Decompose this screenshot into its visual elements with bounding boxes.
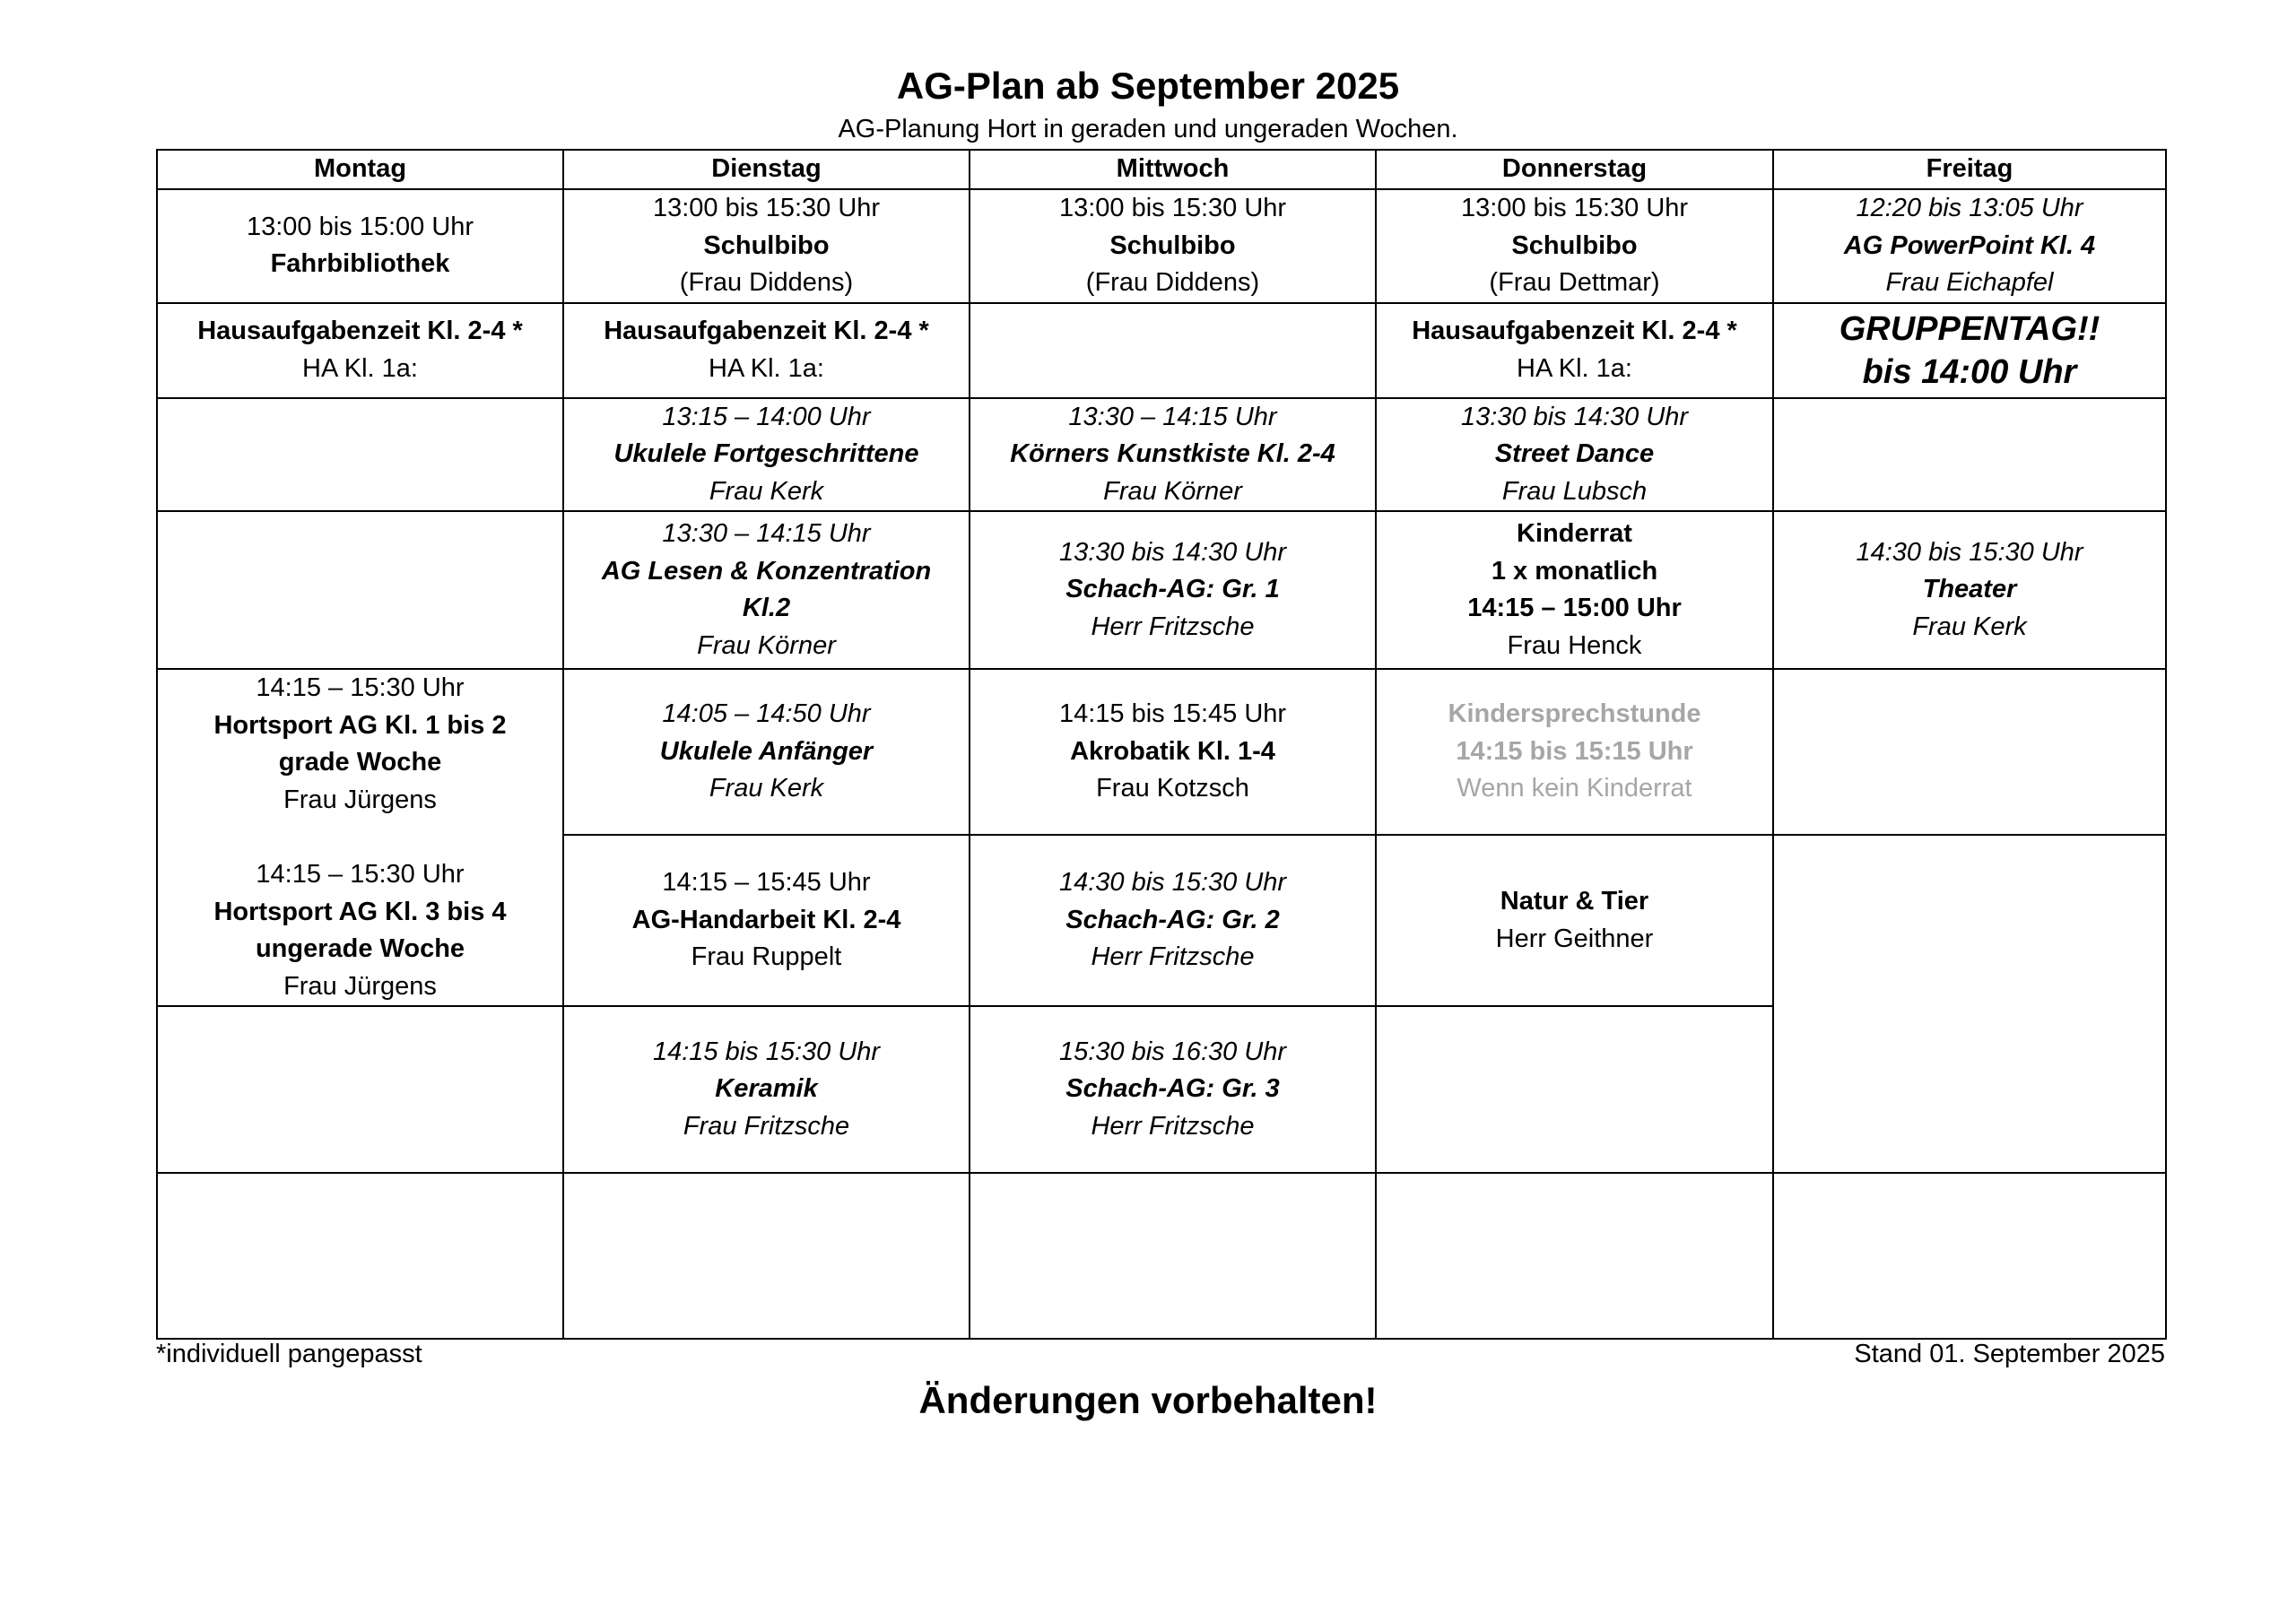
cell-thursday-kindersprechstunde — [1376, 669, 1773, 835]
cell-time: 13:00 bis 15:30 Uhr — [1058, 194, 1287, 222]
cell-activity: Fahrbibliothek — [270, 249, 450, 279]
cell-teacher: Frau Kotzsch — [1096, 774, 1249, 803]
cell-thursday-street-dance — [1376, 398, 1773, 512]
cell-time: 13:00 bis 15:30 Uhr — [1460, 194, 1689, 222]
cell-teacher: Frau Körner — [697, 630, 836, 660]
cell-thursday-empty — [1376, 1006, 1773, 1173]
header-row — [157, 150, 2166, 189]
page-subtitle: AG-Planung Hort in geraden und ungeraden Wochen. — [838, 115, 1458, 143]
cell-thursday-schulbibo — [1376, 189, 1773, 303]
cell-teacher: Frau Körner — [1103, 476, 1242, 506]
cell-teacher: Frau Lubsch — [1501, 476, 1648, 506]
schedule-table — [156, 149, 2167, 1340]
cell-tuesday-ukulele-anfaenger — [563, 669, 970, 835]
day-header-tuesday: Dienstag — [563, 150, 970, 189]
cell-time: 14:15 – 15:30 Uhr — [256, 860, 465, 889]
cell-time: 14:30 bis 15:30 Uhr — [1058, 868, 1287, 898]
cell-activity: Theater — [1922, 575, 2017, 604]
cell-activity: GRUPPENTAG!! — [1839, 309, 2100, 348]
cell-activity: Hausaufgabenzeit Kl. 2-4 * — [197, 317, 523, 345]
cell-activity: Ukulele Anfänger — [659, 736, 874, 766]
cell-time: 14:05 – 14:50 Uhr — [662, 699, 871, 729]
cell-thursday-hausaufgaben — [1376, 303, 1773, 398]
day-header-thursday: Donnerstag — [1376, 150, 1773, 189]
cell-tuesday-schulbibo — [563, 189, 970, 303]
cell-activity: AG Lesen & Konzentration — [601, 556, 932, 586]
cell-week: grade Woche — [278, 748, 442, 777]
table-row — [157, 669, 2166, 835]
cell-monday-fahrbibliothek — [157, 189, 563, 303]
cell-wednesday-empty — [970, 1173, 1376, 1339]
cell-wednesday-empty — [970, 303, 1376, 398]
cell-friday-empty — [1773, 398, 2166, 512]
cell-thursday-natur-tier — [1376, 835, 1773, 1006]
cell-friday-theater — [1773, 511, 2166, 669]
cell-teacher: Frau Kerk — [709, 476, 824, 506]
table-row — [157, 511, 2166, 669]
cell-monday-empty — [157, 1173, 563, 1339]
cell-spacer — [163, 819, 557, 856]
cell-activity: Körners Kunstkiste Kl. 2-4 — [1010, 439, 1335, 468]
cell-activity: Schach-AG: Gr. 2 — [1065, 905, 1280, 934]
changes-notice: Änderungen vorbehalten! — [918, 1379, 1378, 1421]
cell-note: HA Kl. 1a: — [709, 353, 824, 383]
cell-teacher: Frau Jürgens — [283, 785, 437, 814]
cell-time: 15:30 bis 16:30 Uhr — [1058, 1037, 1287, 1066]
day-header-friday: Freitag — [1773, 150, 2166, 189]
cell-wednesday-schach-1 — [970, 511, 1376, 669]
cell-wednesday-schulbibo — [970, 189, 1376, 303]
day-header-wednesday: Mittwoch — [970, 150, 1376, 189]
cell-teacher: Frau Jürgens — [283, 971, 437, 1001]
cell-friday-empty — [1773, 669, 2166, 835]
cell-time: 13:30 – 14:15 Uhr — [662, 519, 871, 548]
cell-friday-empty — [1773, 1173, 2166, 1339]
cell-teacher: Herr Fritzsche — [1091, 942, 1255, 972]
stand-date: Stand 01. September 2025 — [1854, 1340, 2165, 1368]
cell-activity: Ukulele Fortgeschrittene — [613, 439, 919, 468]
cell-note: HA Kl. 1a: — [1517, 353, 1632, 383]
table-row — [157, 189, 2166, 303]
cell-tuesday-hausaufgaben — [563, 303, 970, 398]
cell-teacher: Frau Henck — [1507, 630, 1642, 660]
cell-activity: AG PowerPoint Kl. 4 — [1843, 230, 2096, 260]
cell-friday-gruppentag — [1773, 303, 2166, 398]
cell-teacher: Frau Eichapfel — [1885, 268, 2054, 297]
cell-time: 14:30 bis 15:30 Uhr — [1856, 537, 2083, 567]
cell-activity: Hausaufgabenzeit Kl. 2-4 * — [604, 317, 929, 345]
cell-activity: Hortsport AG Kl. 1 bis 2 — [213, 710, 507, 740]
cell-thursday-empty — [1376, 1173, 1773, 1339]
page-title: AG-Plan ab September 2025 — [896, 65, 1400, 107]
cell-time: 14:15 – 15:45 Uhr — [662, 868, 871, 898]
cell-time: 14:15 bis 15:15 Uhr — [1456, 736, 1693, 766]
cell-activity: Kindersprechstunde — [1448, 699, 1701, 729]
cell-activity: Schulbibo — [1511, 230, 1638, 260]
cell-activity: Schulbibo — [703, 230, 830, 260]
cell-monday-empty — [157, 1006, 563, 1173]
cell-wednesday-kunstkiste — [970, 398, 1376, 512]
cell-thursday-kinderrat — [1376, 511, 1773, 669]
table-row — [157, 303, 2166, 398]
cell-tuesday-keramik — [563, 1006, 970, 1173]
cell-activity: Akrobatik Kl. 1-4 — [1070, 736, 1275, 766]
cell-activity: Hortsport AG Kl. 3 bis 4 — [213, 897, 507, 926]
cell-time: 12:20 bis 13:05 Uhr — [1856, 194, 2083, 222]
cell-time: 13:30 bis 14:30 Uhr — [1460, 402, 1689, 431]
cell-activity: Kinderrat — [1517, 519, 1632, 548]
cell-friday-powerpoint — [1773, 189, 2166, 303]
cell-monday-empty — [157, 511, 563, 669]
cell-wednesday-schach-3 — [970, 1006, 1376, 1173]
cell-teacher: Herr Fritzsche — [1091, 1111, 1255, 1141]
cell-tuesday-handarbeit — [563, 835, 970, 1006]
cell-teacher: Herr Geithner — [1495, 924, 1654, 953]
footnote: *individuell pangepasst — [156, 1340, 422, 1368]
table-row — [157, 1173, 2166, 1339]
cell-time: 14:15 bis 15:45 Uhr — [1058, 699, 1287, 729]
cell-activity: Schach-AG: Gr. 1 — [1065, 575, 1280, 604]
cell-teacher: Frau Ruppelt — [691, 942, 842, 972]
cell-time: 14:15 – 15:00 Uhr — [1467, 594, 1682, 622]
cell-time: 13:15 – 14:00 Uhr — [662, 402, 871, 431]
cell-time: 13:30 – 14:15 Uhr — [1068, 402, 1277, 431]
cell-time: 14:15 bis 15:30 Uhr — [652, 1037, 881, 1066]
cell-note: HA Kl. 1a: — [302, 353, 418, 383]
cell-teacher: Frau Kerk — [1912, 612, 2027, 641]
cell-activity: Natur & Tier — [1500, 887, 1649, 916]
cell-tuesday-ukulele-fortgeschrittene — [563, 398, 970, 512]
table-row — [157, 398, 2166, 512]
cell-teacher: (Frau Dettmar) — [1489, 268, 1660, 297]
cell-week: ungerade Woche — [255, 934, 465, 963]
cell-tuesday-empty — [563, 1173, 970, 1339]
cell-activity: Hausaufgabenzeit Kl. 2-4 * — [1412, 317, 1737, 345]
cell-activity-class: Kl.2 — [742, 594, 791, 622]
cell-time: 13:00 bis 15:00 Uhr — [246, 212, 474, 241]
cell-activity: Schulbibo — [1109, 230, 1236, 260]
cell-time: bis 14:00 Uhr — [1862, 352, 2077, 391]
cell-friday-empty — [1773, 835, 2166, 1173]
cell-monday-empty — [157, 398, 563, 512]
cell-teacher: (Frau Diddens) — [1085, 268, 1260, 297]
cell-time: 14:15 – 15:30 Uhr — [256, 673, 465, 702]
cell-wednesday-akrobatik — [970, 669, 1376, 835]
cell-frequency: 1 x monatlich — [1491, 556, 1658, 586]
cell-monday-hortsport — [157, 669, 563, 1006]
cell-wednesday-schach-2 — [970, 835, 1376, 1006]
cell-activity: AG-Handarbeit Kl. 2-4 — [631, 905, 901, 934]
cell-monday-hausaufgaben — [157, 303, 563, 398]
cell-activity: Street Dance — [1494, 439, 1655, 468]
cell-teacher: (Frau Diddens) — [679, 268, 854, 297]
cell-teacher: Herr Fritzsche — [1091, 612, 1255, 641]
cell-teacher: Frau Kerk — [709, 774, 824, 803]
cell-time: 13:30 bis 14:30 Uhr — [1058, 537, 1287, 567]
cell-activity: Schach-AG: Gr. 3 — [1065, 1074, 1280, 1104]
cell-teacher: Frau Fritzsche — [683, 1111, 850, 1141]
cell-note: Wenn kein Kinderrat — [1457, 774, 1692, 803]
cell-activity: Keramik — [715, 1074, 818, 1104]
day-header-monday: Montag — [157, 150, 563, 189]
cell-tuesday-ag-lesen — [563, 511, 970, 669]
cell-time: 13:00 bis 15:30 Uhr — [652, 194, 881, 222]
